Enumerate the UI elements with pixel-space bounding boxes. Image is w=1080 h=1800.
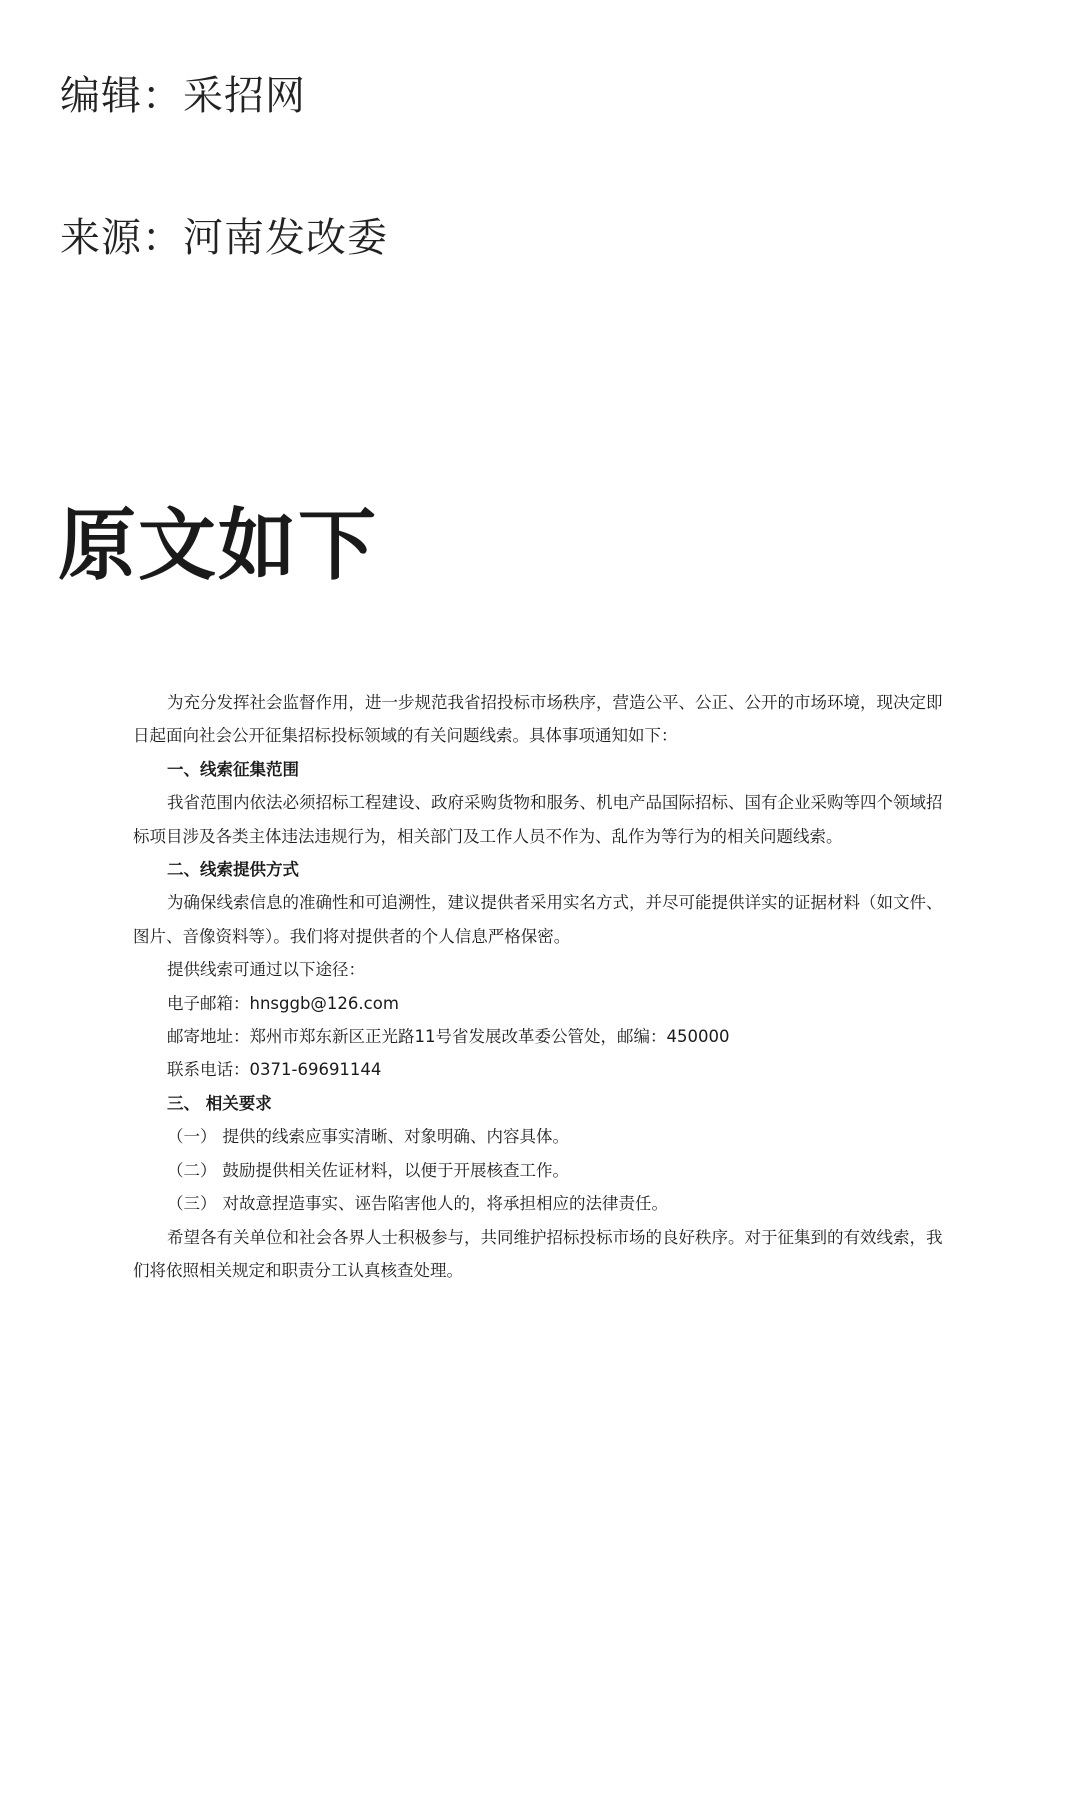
requirement-number: （三）	[167, 1194, 217, 1214]
editor-credit: 编辑：采招网	[60, 73, 306, 119]
contact-phone: 联系电话：0371-69691144	[167, 1060, 382, 1080]
section-heading-scope: 一、线索征集范围	[167, 759, 299, 779]
requirement-text: 对故意捏造事实、诬告陷害他人的，将承担相应的法律责任。	[222, 1194, 668, 1214]
channels-intro: 提供线索可通过以下途径：	[167, 960, 365, 980]
closing-paragraph: 希望各有关单位和社会各界人士积极参与，共同维护招标投标市场的良好秩序。对于征集到的有效线索，我们将依照相关规定和职责分工认真核查处理。	[133, 1227, 943, 1280]
section-heading-requirements: 三、 相关要求	[167, 1093, 272, 1113]
requirement-number: （一）	[167, 1127, 217, 1147]
contact-address: 邮寄地址：郑州市郑东新区正光路11号省发展改革委公管处，邮编：450000	[167, 1027, 730, 1047]
requirement-item	[133, 1120, 953, 1153]
page-title: 原文如下	[58, 500, 379, 591]
requirement-item	[133, 1154, 953, 1187]
section-heading-method: 二、线索提供方式	[167, 860, 299, 880]
scope-paragraph: 我省范围内依法必须招标工程建设、政府采购货物和服务、机电产品国际招标、国有企业采购等四个领域招标项目涉及各类主体违法违规行为，相关部门及工作人员不作为、乱作为等行为的相关问题线索。	[133, 793, 943, 846]
requirement-text: 鼓励提供相关佐证材料，以便于开展核查工作。	[222, 1160, 569, 1180]
intro-paragraph: 为充分发挥社会监督作用，进一步规范我省招投标市场秩序，营造公平、公正、公开的市场环境，现决定即日起面向社会公开征集招标投标领域的有关问题线索。具体事项通知如下：	[133, 693, 943, 746]
source-credit: 来源：河南发改委	[60, 215, 388, 261]
notice-document	[133, 686, 953, 1287]
method-paragraph: 为确保线索信息的准确性和可追溯性，建议提供者采用实名方式，并尽可能提供详实的证据材料（如文件、图片、音像资料等）。我们将对提供者的个人信息严格保密。	[133, 893, 943, 946]
requirement-item	[133, 1187, 953, 1220]
requirement-text: 提供的线索应事实清晰、对象明确、内容具体。	[222, 1127, 569, 1147]
contact-email: 电子邮箱：hnsggb@126.com	[167, 993, 399, 1013]
requirement-number: （二）	[167, 1160, 217, 1180]
